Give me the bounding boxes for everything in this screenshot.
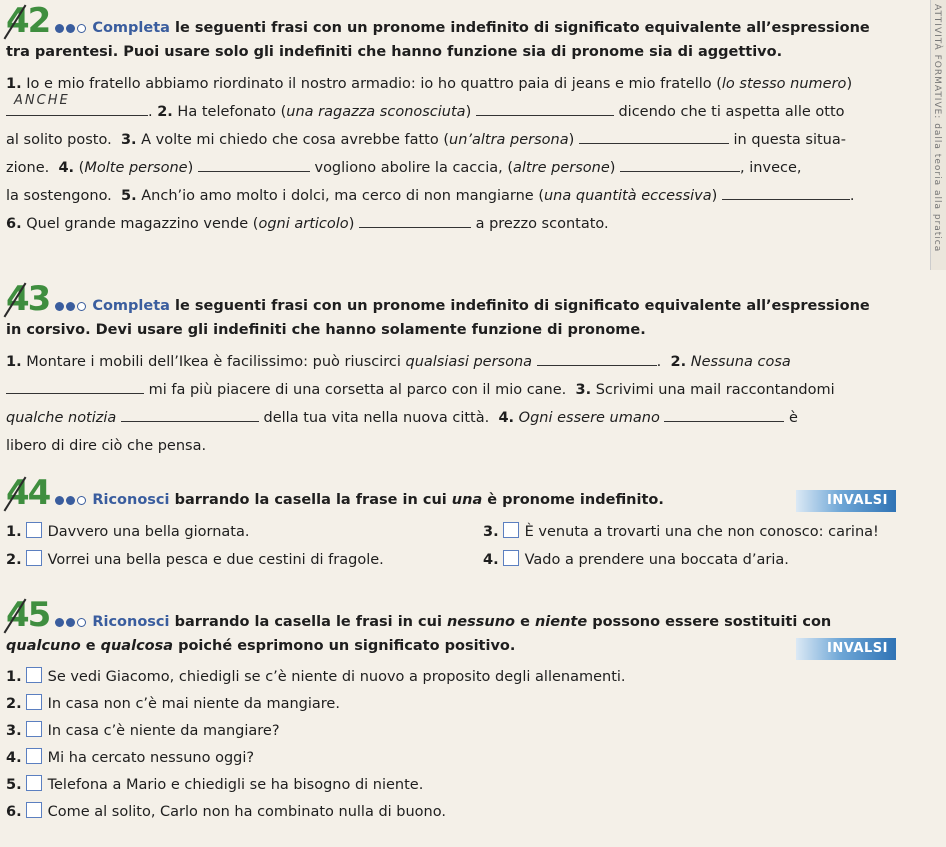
checkbox[interactable] (26, 721, 42, 737)
side-running-title: ATTIVITÀ FORMATIVE: dalla teoria alla pratica (932, 4, 942, 253)
checkbox[interactable] (503, 550, 519, 566)
exercise-44-options (6, 518, 924, 574)
option-3: 3. In casa c’è niente da mangiare? (6, 723, 280, 739)
exercise-43-instruction-line2: in corsivo. Devi usare gli indefiniti che hanno solamente funzione di pronome. (6, 322, 646, 338)
exercise-45 (6, 595, 924, 826)
exercise-42-instruction: 42 Completa le seguenti frasi con un pronome indefinito di significato equivalente all’espressione (6, 6, 924, 40)
command-word: Riconosci (92, 492, 170, 508)
option-4: 4. Vado a prendere una boccata d’aria. (483, 552, 789, 568)
answer-blank-3[interactable] (121, 407, 259, 422)
exercise-42-body: 1. Io e mio fratello abbiamo riordinato il nostro armadio: io ho quattro paia di jeans e mio fratello (lo stesso numero) ANCHE . 2. Ha telefonato (una ragazza sconosciuta) dicendo che ti aspetta alle otto al solito posto. 3. A volte mi chiedo che cosa avrebbe fatto (un’altra persona) in questa situa- zione. 4. (Molte persone) vogliono abolire la caccia, (altre persone) , invece, la sostengono. 5. Anch’io amo molto i dolci, ma cerco di non mangiarne (una quantità eccessiva) . 6. Quel grande magazzino vende (ogni articolo) a prezzo scontato. (6, 76, 855, 232)
option-3: 3. È venuta a trovarti una che non conosco: carina! (483, 524, 879, 540)
checkbox[interactable] (26, 694, 42, 710)
answer-blank-1[interactable] (537, 351, 657, 366)
exercise-45-instruction: 45 Riconosci barrando la casella le frasi in cui nessuno e niente possono essere sostituiti con (6, 600, 924, 634)
answer-blank-2[interactable] (476, 101, 614, 116)
option-1: 1. Se vedi Giacomo, chiedigli se c’è niente di nuovo a proposito degli allenamenti. (6, 669, 626, 685)
difficulty-dots-icon (55, 610, 88, 634)
exercise-44-instruction: 44 Riconosci barrando la casella la frase in cui una è pronome indefinito. (6, 478, 924, 512)
difficulty-dots-icon (55, 16, 88, 40)
exercise-number: 42 (6, 6, 49, 36)
answer-blank-5[interactable] (620, 157, 740, 172)
exercise-45-options (6, 664, 924, 826)
command-word: Completa (92, 298, 170, 314)
option-6: 6. Come al solito, Carlo non ha combinato nulla di buono. (6, 804, 446, 820)
exercise-42 (6, 1, 924, 238)
checkbox[interactable] (26, 550, 42, 566)
checkbox[interactable] (26, 802, 42, 818)
checkbox[interactable] (26, 522, 42, 538)
answer-blank-4[interactable] (198, 157, 310, 172)
answer-blank-1[interactable] (6, 93, 148, 116)
option-5: 5. Telefona a Mario e chiedigli se ha bisogno di niente. (6, 777, 424, 793)
exercise-number: 43 (6, 284, 49, 314)
exercise-45-instruction-line2: qualcuno e qualcosa poiché esprimono un significato positivo. (6, 638, 516, 654)
exercise-43-instruction: 43 Completa le seguenti frasi con un pronome indefinito di significato equivalente all’espressione (6, 284, 924, 318)
invalsi-badge: INVALSI (796, 638, 896, 660)
checkbox[interactable] (26, 748, 42, 764)
side-margin-strip (930, 0, 946, 270)
option-4: 4. Mi ha cercato nessuno oggi? (6, 750, 255, 766)
answer-blank-4[interactable] (664, 407, 784, 422)
answer-blank-6[interactable] (722, 185, 850, 200)
option-1: 1. Davvero una bella giornata. (6, 524, 250, 540)
exercise-44 (6, 473, 924, 574)
difficulty-dots-icon (55, 488, 88, 512)
checkbox[interactable] (26, 775, 42, 791)
handwritten-answer: ANCHE (14, 93, 70, 108)
exercise-number: 44 (6, 478, 49, 508)
checkbox[interactable] (503, 522, 519, 538)
option-2: 2. Vorrei una bella pesca e due cestini di fragole. (6, 552, 384, 568)
answer-blank-2[interactable] (6, 379, 144, 394)
difficulty-dots-icon (55, 294, 88, 318)
checkbox[interactable] (26, 667, 42, 683)
exercise-43 (6, 279, 924, 460)
option-2: 2. In casa non c’è mai niente da mangiare. (6, 696, 340, 712)
command-word: Completa (92, 20, 170, 36)
answer-blank-7[interactable] (359, 213, 471, 228)
answer-blank-3[interactable] (579, 129, 729, 144)
exercise-42-instruction-line2: tra parentesi. Puoi usare solo gli indefiniti che hanno funzione sia di pronome sia di aggettivo. (6, 44, 783, 60)
exercise-number: 45 (6, 600, 49, 630)
margin-rule (930, 0, 931, 270)
invalsi-badge: INVALSI (796, 490, 896, 512)
exercise-43-body: 1. Montare i mobili dell’Ikea è facilissimo: può riuscirci qualsiasi persona . 2. Nessuna cosa mi fa più piacere di una corsetta al parco con il mio cane. 3. Scrivimi una mail raccontandomi qualche notizia della tua vita nella nuova città. 4. Ogni essere umano è libero di dire ciò che pensa. (6, 348, 924, 460)
command-word: Riconosci (92, 614, 170, 630)
